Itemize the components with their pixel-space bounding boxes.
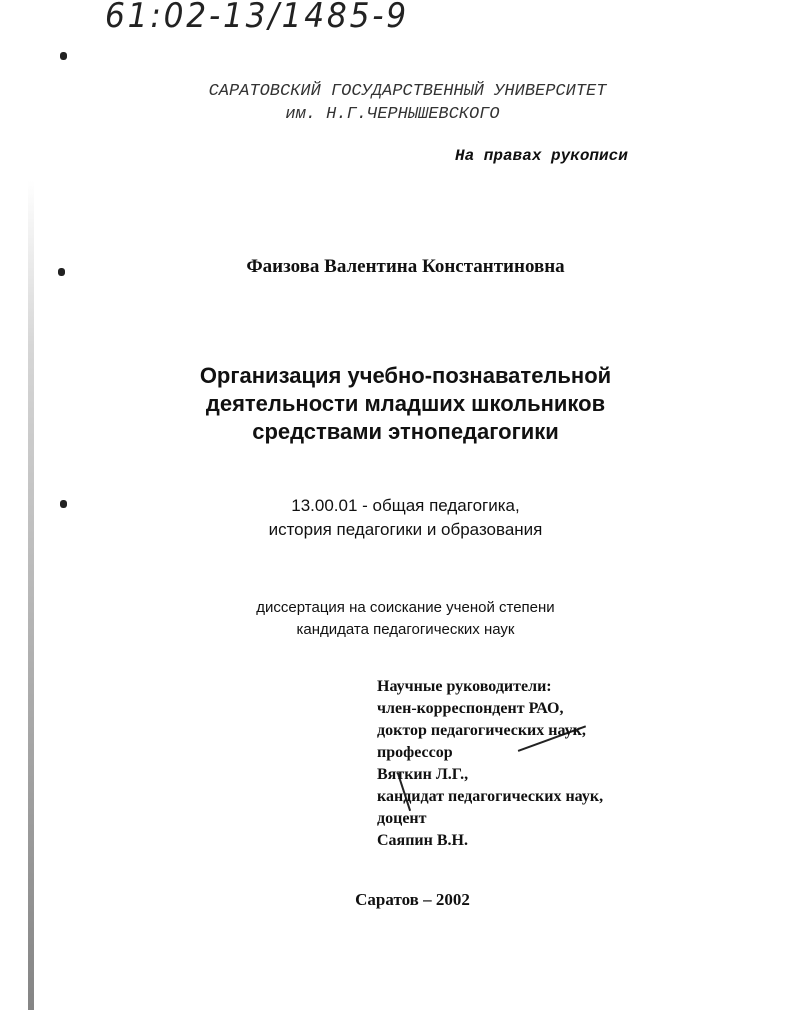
advisor-line: кандидат педагогических наук, — [377, 788, 604, 805]
advisor-line: доктор педагогических наук, — [377, 722, 586, 739]
scan-edge-shadow — [28, 180, 34, 1010]
title-line: деятельности младших школьников — [205, 391, 606, 416]
advisor-line: член-корреспондент РАО, — [377, 700, 564, 717]
city-year: Саратов – 2002 — [355, 890, 470, 909]
degree-line: кандидата педагогических наук — [296, 621, 515, 638]
title-line: Организация учебно-познавательной — [199, 363, 612, 388]
advisor-line: Саяпин В.Н. — [377, 832, 468, 849]
author-name: Фаизова Валентина Константиновна — [246, 256, 565, 277]
dissertation-title — [8, 362, 795, 446]
title-line: средствами этнопедагогики — [252, 419, 559, 444]
degree-statement — [8, 597, 795, 641]
manuscript-rights-note: На правах рукописи — [455, 147, 628, 165]
university-name: САРАТОВСКИЙ ГОСУДАРСТВЕННЫЙ УНИВЕРСИТЕТ — [208, 82, 607, 101]
advisor-line: профессор — [377, 744, 453, 761]
archive-code-handwritten: 61:02-13/1485-9 — [105, 0, 409, 36]
scan-hole-mark — [60, 52, 67, 60]
advisors-heading: Научные руководители: — [377, 678, 552, 695]
advisors-block — [377, 676, 603, 852]
university-named-after: им. Н.Г.ЧЕРНЫШЕВСКОГО — [285, 105, 500, 124]
degree-line: диссертация на соискание ученой степени — [256, 599, 555, 616]
specialty-line: 13.00.01 - общая педагогика, — [291, 496, 520, 515]
advisor-line: Вяткин Л.Г., — [377, 766, 469, 783]
advisor-line: доцент — [377, 810, 427, 827]
specialty — [8, 494, 795, 542]
specialty-line: история педагогики и образования — [268, 520, 543, 539]
